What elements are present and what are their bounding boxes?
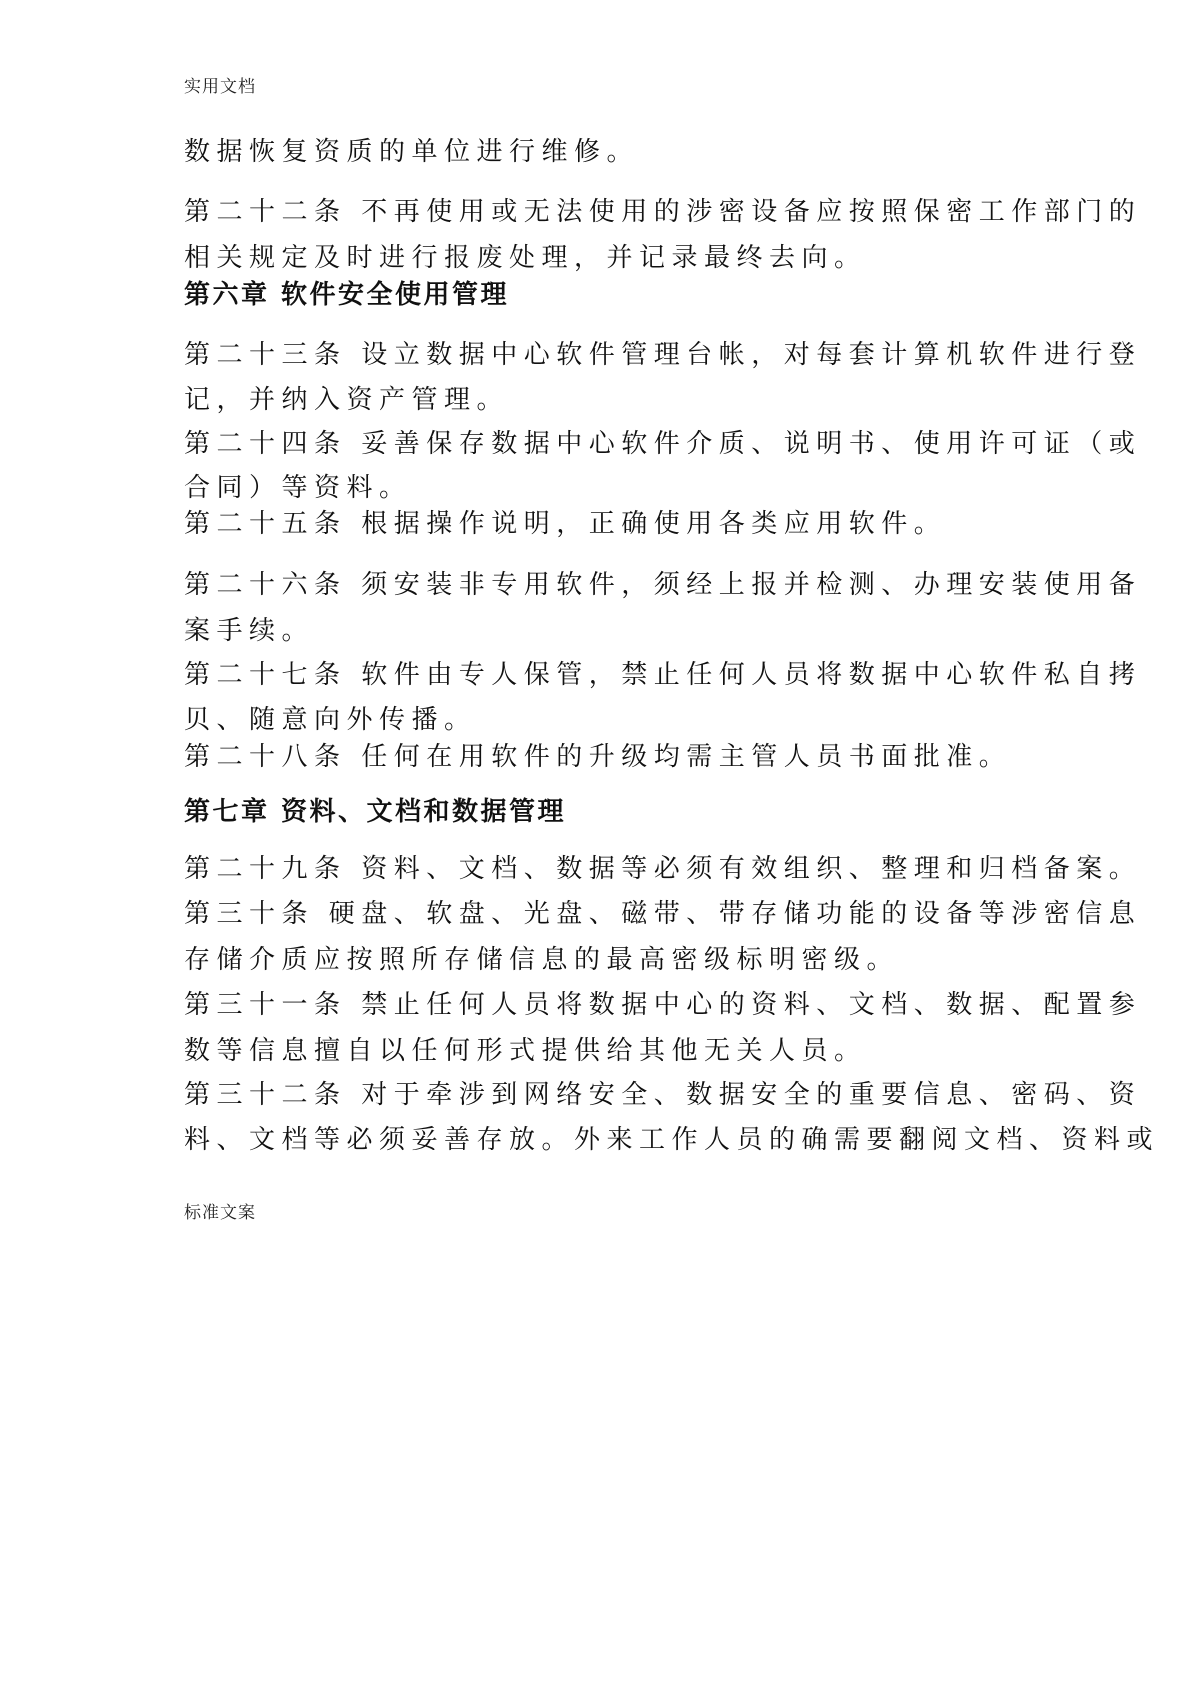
article-27-line-1: 第二十七条 软件由专人保管，禁止任何人员将数据中心软件私自拷 [184,660,1142,690]
chapter-7-heading: 第七章 资料、文档和数据管理 [184,797,567,827]
article-28-line: 第二十八条 任何在用软件的升级均需主管人员书面批准。 [184,742,1012,772]
page-header: 实用文档 [184,77,256,97]
article-26-line-1: 第二十六条 须安装非专用软件，须经上报并检测、办理安装使用备 [184,570,1142,600]
article-23-line-1: 第二十三条 设立数据中心软件管理台帐，对每套计算机软件进行登 [184,340,1142,370]
article-24-line-1: 第二十四条 妥善保存数据中心软件介质、说明书、使用许可证（或 [184,429,1142,459]
body-line: 数据恢复资质的单位进行维修。 [184,137,640,167]
article-22-line-1: 第二十二条 不再使用或无法使用的涉密设备应按照保密工作部门的 [184,197,1142,227]
article-32-line-2: 料、文档等必须妥善存放。外来工作人员的确需要翻阅文档、资料或 [184,1125,1160,1155]
article-30-line-1: 第三十条 硬盘、软盘、光盘、磁带、带存储功能的设备等涉密信息 [184,899,1142,929]
article-25-line: 第二十五条 根据操作说明，正确使用各类应用软件。 [184,509,947,539]
article-24-line-2: 合同）等资料。 [184,473,412,503]
article-31-line-2: 数等信息擅自以任何形式提供给其他无关人员。 [184,1036,867,1066]
article-26-line-2: 案手续。 [184,616,315,646]
article-29-line: 第二十九条 资料、文档、数据等必须有效组织、整理和归档备案。 [184,854,1142,884]
article-23-line-2: 记，并纳入资产管理。 [184,385,510,415]
chapter-6-heading: 第六章 软件安全使用管理 [184,280,510,310]
page-footer: 标准文案 [184,1203,256,1223]
article-27-line-2: 贝、随意向外传播。 [184,705,477,735]
article-32-line-1: 第三十二条 对于牵涉到网络安全、数据安全的重要信息、密码、资 [184,1080,1142,1110]
article-31-line-1: 第三十一条 禁止任何人员将数据中心的资料、文档、数据、配置参 [184,990,1142,1020]
article-30-line-2: 存储介质应按照所存储信息的最高密级标明密级。 [184,945,900,975]
article-22-line-2: 相关规定及时进行报废处理，并记录最终去向。 [184,243,867,273]
